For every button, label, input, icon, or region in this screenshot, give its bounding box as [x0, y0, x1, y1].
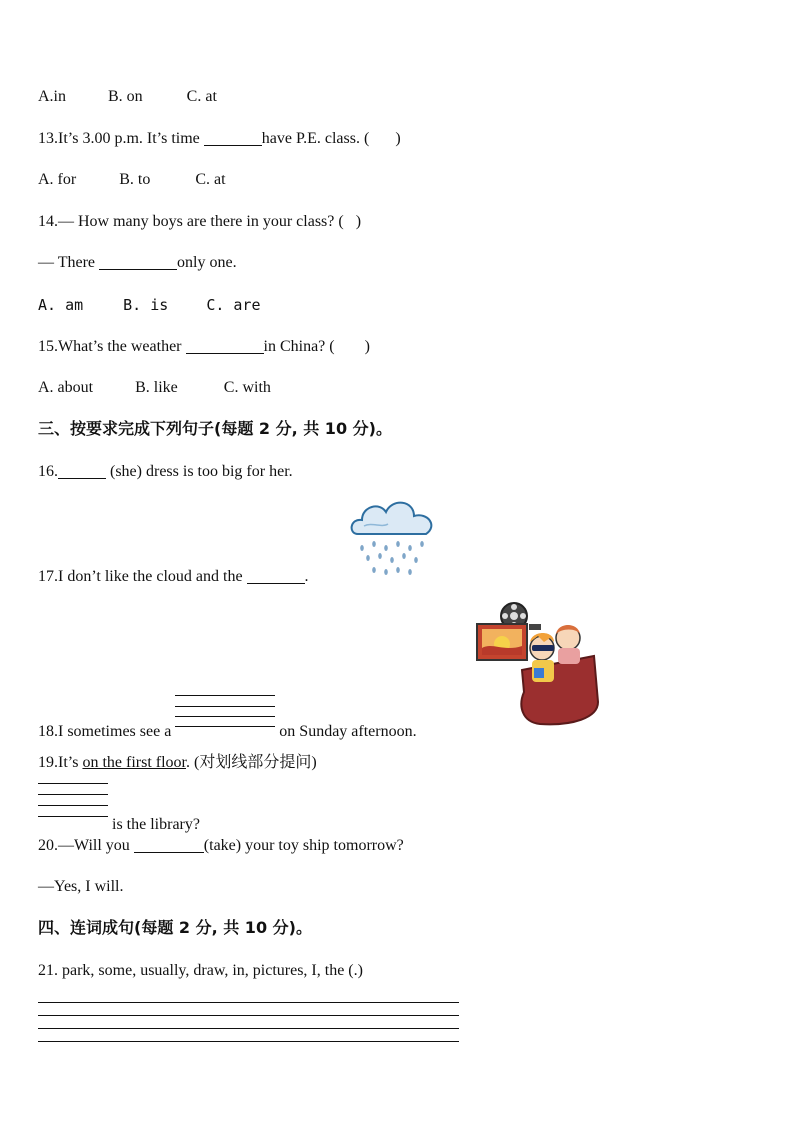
q13-options: [38, 170, 226, 190]
q13-option-a: A. for: [38, 171, 77, 188]
q16-blank[interactable]: [58, 462, 106, 479]
q18-question: [38, 710, 417, 742]
q13-question: [38, 129, 401, 149]
q14-option-b: B. is: [123, 296, 169, 314]
q12-option-c: C. at: [186, 88, 217, 105]
q21-answer-line-1[interactable]: [38, 1002, 459, 1003]
q21-answer-line-4[interactable]: [38, 1041, 459, 1042]
q13-prefix: 13.It’s 3.00 p.m. It’s time: [38, 130, 200, 147]
q14-option-c: C. are: [206, 296, 261, 314]
q15-suffix: in China? (: [263, 338, 335, 355]
q19-answer-lines[interactable]: [38, 803, 108, 833]
q13-option-b: B. to: [119, 171, 151, 188]
q15-question: [38, 337, 370, 357]
q19-answer: [38, 803, 200, 835]
q16-question: [38, 462, 293, 482]
q15-option-a: A. about: [38, 379, 94, 396]
q17-suffix: .: [304, 568, 309, 585]
q12-options: [38, 87, 217, 107]
q20-suffix: (take) your toy ship tomorrow?: [203, 837, 404, 854]
q14-question: [38, 212, 361, 232]
q15-options: [38, 378, 271, 398]
q15-option-c: C. with: [223, 379, 271, 396]
q20-question: [38, 836, 404, 856]
q15-prefix: 15.What’s the weather: [38, 338, 182, 355]
q17-question: [38, 567, 309, 587]
q15-option-b: B. like: [135, 379, 178, 396]
q12-option-b: B. on: [108, 88, 143, 105]
q14-blank[interactable]: [99, 253, 177, 270]
q17-prefix: 17.I don’t like the cloud and the: [38, 568, 243, 585]
q21-question: 21. park, some, usually, draw, in, pictures, I, the (.): [38, 962, 363, 979]
q15-blank[interactable]: [186, 337, 264, 354]
cinema-icon: [474, 602, 600, 726]
q17-blank[interactable]: [247, 567, 305, 584]
q19-suffix: . (对划线部分提问): [186, 754, 317, 771]
q14-option-a: A. am: [38, 296, 84, 314]
q20-answer: —Yes, I will.: [38, 878, 124, 895]
q21-answer-line-3[interactable]: [38, 1028, 459, 1029]
q18-prefix: 18.I sometimes see a: [38, 723, 172, 740]
q18-answer-lines[interactable]: [175, 710, 275, 740]
q13-option-c: C. at: [195, 171, 226, 188]
q16-suffix: (she) dress is too big for her.: [110, 463, 293, 480]
q12-option-a: A.in: [38, 88, 66, 105]
q14-options: [38, 295, 261, 315]
section3-heading: 三、按要求完成下列句子(每题 2 分, 共 10 分)。: [38, 419, 392, 438]
q13-close: ): [395, 130, 401, 147]
q20-prefix: 20.—Will you: [38, 837, 130, 854]
q14-text: 14.— How many boys are there in your class? (: [38, 213, 344, 230]
q15-close: ): [364, 338, 370, 355]
q18-suffix: on Sunday afternoon.: [279, 723, 417, 740]
q14-answer-suffix: only one.: [177, 254, 237, 271]
q14-answer: [38, 253, 237, 273]
q13-blank[interactable]: [204, 129, 262, 146]
section4-heading: 四、连词成句(每题 2 分, 共 10 分)。: [38, 918, 312, 937]
q19-prefix: 19.It’s: [38, 754, 79, 771]
q14-close: ): [355, 213, 362, 230]
q21-answer-line-2[interactable]: [38, 1015, 459, 1016]
q19-question: [38, 753, 317, 773]
q16-prefix: 16.: [38, 463, 58, 480]
rain-cloud-icon: [348, 496, 438, 580]
q13-suffix: have P.E. class. (: [261, 130, 370, 147]
q20-blank[interactable]: [134, 836, 204, 853]
q19-answer-suffix: is the library?: [112, 816, 200, 833]
q19-underlined-phrase: on the first floor: [82, 754, 186, 771]
q14-answer-prefix: — There: [38, 254, 96, 271]
